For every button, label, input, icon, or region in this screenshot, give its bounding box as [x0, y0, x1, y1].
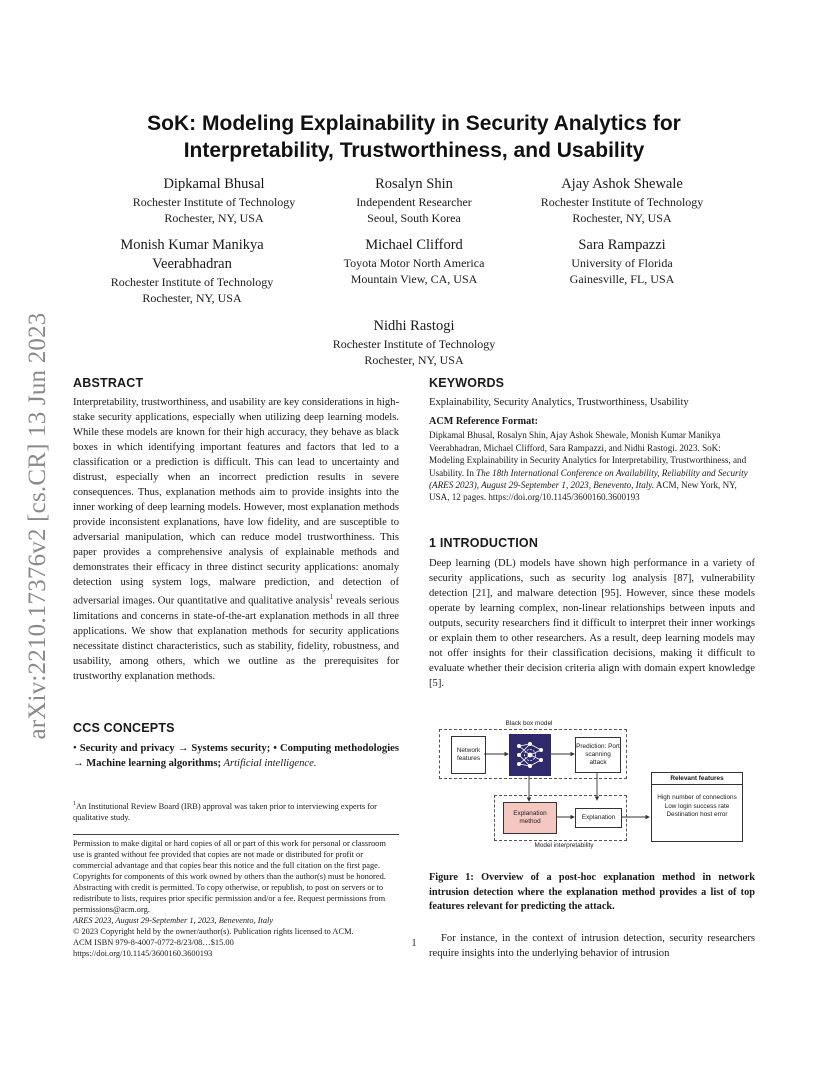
- author-location: Rochester, NY, USA: [572, 211, 672, 225]
- author-block: [299, 317, 529, 368]
- relevant-features-list: [652, 785, 742, 820]
- abstract-section: [73, 376, 399, 684]
- author-name: Dipkamal Bhusal: [163, 176, 265, 192]
- footnote-number: 1: [73, 801, 76, 807]
- relevant-feature-item: Destination host error: [666, 811, 728, 818]
- abstract-text-part: reveals serious limitations and concerns in state-of-the-art explanation methods in all three applications. We show that explanation methods for security applications necessitate distinct characteristics, such as stability, fidelity, robustness, and usability, among others, which we outline as the prerequisites for trustworthy explanation methods.: [73, 595, 399, 682]
- author-location: Seoul, South Korea: [367, 211, 461, 225]
- introduction-paragraph: Deep learning (DL) models have shown high performance in a variety of security applications, such as security log analysis [87], vulnerability detection [21], and malware detection [95]. However, since these models operate by learning complex, non-linear relationships between inputs and outputs, security researchers find it difficult to interpret their inner workings or explain them to other researchers. As a result, deep learning models may not offer insights for their classification decisions, making it difficult to evaluate whether their decision criteria align with domain expert knowledge [5].: [429, 558, 755, 689]
- ccs-heading: CCS CONCEPTS: [73, 721, 175, 735]
- abstract-heading: ABSTRACT: [73, 376, 144, 390]
- author-block: [88, 236, 296, 306]
- author-affiliation: Independent Researcher: [356, 195, 472, 209]
- keywords-section: [429, 376, 755, 410]
- acm-reference-part: Dipkamal Bhusal, Rosalyn Shin, Ajay Ashok Shewale, Monish Kumar Manikya Veerabhadran, Michael Clifford, Sara Rampazzi, and Nidhi Rastogi. 2023. SoK: Modeling Explainability in Security Analytics for Interpretability, Trustworthiness, and Usability. In: [429, 430, 747, 478]
- explanation-method-box: [503, 802, 557, 834]
- abstract-text-part: Interpretability, trustworthiness, and usability are key considerations in high-stake security applications, especially when utilizing deep learning models. While these models are known for their high accuracy, they behave as black boxes in which identifying important features and factors that led to a classification or a prediction is difficult. This can lead to uncertainty and distrust, especially when an incorrect prediction results in severe consequences. Thus, explanation methods aim to provide insights into the inner working of deep learning models. However, most explanation methods provide inconsistent explanations, have low fidelity, and are susceptible to adversarial manipulation, which can reduce model trustworthiness. This paper provides a comprehensive analysis of explainable methods and demonstrates their efficacy in three distinct security applications: anomaly detection using system logs, malware prediction, and detection of adversarial images. Our quantitative and qualitative analysis: [73, 397, 399, 607]
- author-name: Nidhi Rastogi: [373, 318, 455, 334]
- ccs-bullet: •: [73, 743, 77, 754]
- author-location: Rochester, NY, USA: [164, 211, 264, 225]
- page-number: 1: [411, 938, 417, 949]
- arxiv-stamp: arXiv:2210.17376v2 [cs.CR] 13 Jun 2023: [24, 312, 51, 740]
- author-location: Gainesville, FL, USA: [569, 272, 675, 286]
- footnote-text: An Institutional Review Board (IRB) approval was taken prior to interviewing experts for qualitative study.: [73, 801, 377, 822]
- author-name: Monish Kumar Manikya Veerabhadran: [120, 237, 264, 272]
- acm-reference-part: ACM, New York, NY, USA, 12 pages. https://doi.org/10.1145/3600160.3600193: [429, 480, 737, 503]
- explanation-method-label: Explanation method: [513, 810, 547, 825]
- permission-text: Permission to make digital or hard copies of all or part of this work for personal or classroom use is granted without fee provided that copies are not made or distributed for profit or commercial advantage and that copies bear this notice and the full citation on the first page. Copyrights for components of this work owned by others than the author(s) must be honored. Abstracting with credit is permitted. To copy otherwise, or republish, to post on servers or to redistribute to lists, requires prior specific permission and/or a fee. Request permissions from permissions@acm.org.: [73, 839, 386, 914]
- relevant-feature-item: High number of connections: [657, 794, 737, 801]
- author-block: [99, 175, 329, 226]
- paper-title: SoK: Modeling Explainability in Security Analytics for Interpretability, Trustworthiness, and Usability: [147, 112, 681, 162]
- ccs-italic: Artificial intelligence.: [221, 758, 317, 769]
- keywords-text: Explainability, Security Analytics, Trustworthiness, Usability: [429, 397, 689, 408]
- permission-conference: ARES 2023, August 29-September 1, 2023, Benevento, Italy: [73, 916, 274, 925]
- introduction-paragraph-2: For instance, in the context of intrusion detection, security researchers require insights into the underlying behavior of intrusion: [429, 933, 755, 959]
- ccs-text: [73, 741, 399, 771]
- author-location: Rochester, NY, USA: [142, 291, 242, 305]
- author-name: Michael Clifford: [365, 237, 463, 253]
- footnote-mark: 1: [329, 593, 334, 601]
- figure-caption: Figure 1: Overview of a post-hoc explanation method in network intrusion detection where the explanation method provides a list of top features relevant for predicting the attack.: [429, 872, 755, 912]
- author-affiliation: Rochester Institute of Technology: [110, 275, 274, 289]
- permission-doi: https://doi.org/10.1145/3600160.3600193: [73, 949, 213, 958]
- acm-reference-text: [429, 429, 755, 503]
- author-block: [507, 175, 737, 226]
- footnote: [73, 799, 399, 823]
- model-interpretability-label: Model interpretability: [534, 842, 594, 849]
- permission-block: [73, 838, 399, 959]
- author-affiliation: Rochester Institute of Technology: [332, 337, 496, 351]
- figure-1: [429, 716, 755, 866]
- keywords-heading: KEYWORDS: [429, 376, 505, 390]
- abstract-text: [73, 395, 399, 684]
- author-name: Ajay Ashok Shewale: [561, 176, 683, 192]
- acm-reference: [429, 416, 755, 504]
- author-affiliation: Rochester Institute of Technology: [132, 195, 296, 209]
- explanation-box: [575, 808, 622, 828]
- permission-divider: [73, 834, 399, 835]
- introduction-section: [429, 536, 755, 691]
- relevant-feature-item: Low login success rate: [664, 802, 730, 810]
- author-location: Mountain View, CA, USA: [350, 272, 478, 286]
- ccs-bold: Security and privacy → Systems security; • Computing methodologies → Machine learning algorithms;: [73, 743, 399, 769]
- introduction-heading: 1 INTRODUCTION: [429, 536, 539, 550]
- permission-copyright: © 2023 Copyright held by the owner/author(s). Publication rights licensed to ACM.: [73, 927, 354, 936]
- ccs-section: [73, 721, 399, 771]
- author-name: Rosalyn Shin: [375, 176, 453, 192]
- relevant-features-title: Relevant features: [652, 773, 742, 785]
- author-affiliation: Toyota Motor North America: [343, 256, 485, 270]
- author-affiliation: Rochester Institute of Technology: [540, 195, 704, 209]
- author-name: Sara Rampazzi: [578, 237, 666, 253]
- permission-isbn: ACM ISBN 979-8-4007-0772-8/23/08…$15.00: [73, 938, 234, 947]
- author-location: Rochester, NY, USA: [364, 353, 464, 367]
- prediction-label: Prediction: Port scanning attack: [576, 743, 620, 766]
- relevant-features-box: [651, 772, 743, 842]
- network-features-label: Network features: [456, 747, 481, 762]
- black-box-label: Black box model: [505, 720, 553, 727]
- author-affiliation: University of Florida: [571, 256, 673, 270]
- author-block: [299, 175, 529, 226]
- explanation-label: Explanation: [581, 814, 616, 821]
- author-block: [299, 236, 529, 287]
- author-block: [507, 236, 737, 287]
- acm-reference-heading: ACM Reference Format:: [429, 416, 538, 427]
- acm-reference-italic: The 18th International Conference on Availability, Reliability and Security (ARES 2023), August 29-September 1, 2023, Benevento, Italy.: [429, 467, 748, 491]
